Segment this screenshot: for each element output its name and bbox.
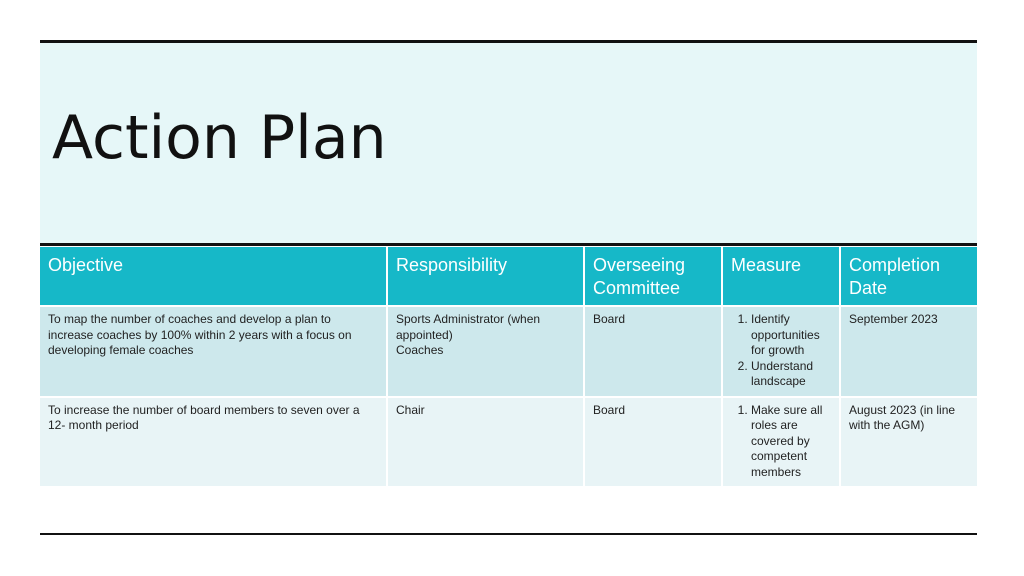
- responsibility-line: Sports Administrator (when appointed): [396, 312, 541, 342]
- measure-item: 2. Understand landscape: [751, 359, 831, 390]
- cell-measure: [722, 306, 840, 397]
- table-header-row: [40, 247, 977, 306]
- header-measure: Measure: [722, 247, 840, 306]
- cell-overseeing-committee: Board: [584, 306, 722, 397]
- cell-objective: To map the number of coaches and develop a plan to increase coaches by 100% within 2 years with a focus on developing female coaches: [40, 306, 387, 397]
- measure-item: 1. Identify opportunities for growth: [751, 312, 831, 359]
- header-completion-date: Completion Date: [840, 247, 977, 306]
- table-row: [40, 306, 977, 397]
- cell-responsibility: [387, 306, 584, 397]
- cell-completion-date: August 2023 (in line with the AGM): [840, 397, 977, 488]
- measure-item: 1. Make sure all roles are covered by competent members: [751, 403, 831, 481]
- page-title: Action Plan: [52, 103, 387, 173]
- header-objective: Objective: [40, 247, 387, 306]
- cell-overseeing-committee: Board: [584, 397, 722, 488]
- measure-list: [731, 403, 831, 481]
- responsibility-line: Coaches: [396, 343, 444, 357]
- cell-completion-date: September 2023: [840, 306, 977, 397]
- cell-responsibility: [387, 397, 584, 488]
- header-responsibility: Responsibility: [387, 247, 584, 306]
- title-divider: [40, 243, 977, 246]
- measure-list: [731, 312, 831, 390]
- cell-objective: To increase the number of board members to seven over a 12- month period: [40, 397, 387, 488]
- header-overseeing-committee: Overseeing Committee: [584, 247, 722, 306]
- table-row: [40, 397, 977, 488]
- cell-measure: [722, 397, 840, 488]
- responsibility-line: Chair: [396, 402, 425, 417]
- bottom-divider: [40, 533, 977, 535]
- action-plan-table: [40, 247, 977, 488]
